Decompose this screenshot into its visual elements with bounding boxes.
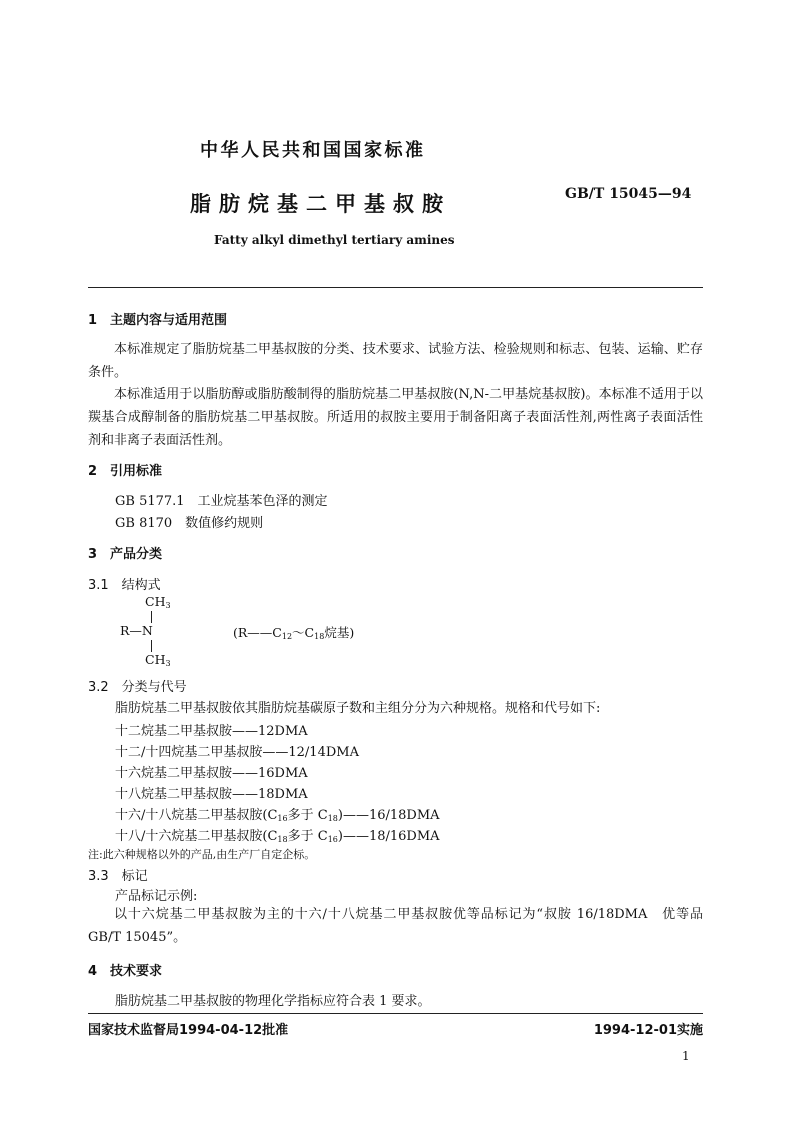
marking-example: 以十六烷基二甲基叔胺为主的十六/十八烷基二甲基叔胺优等品标记为“叔胺 16/18DMA 优等品 GB/T 15045”。 <box>88 907 717 945</box>
page-number: 1 <box>682 1049 690 1063</box>
reference-item: GB 8170 数值修约规则 <box>115 516 264 531</box>
section-2-heading: 2 引用标准 <box>88 464 163 479</box>
classification-item: 十六烷基二甲基叔胺——16DMA <box>115 766 308 781</box>
header-rule <box>88 287 703 288</box>
classification-item: 十八烷基二甲基叔胺——18DMA <box>115 787 308 802</box>
classification-intro: 脂肪烷基二甲基叔胺依其脂肪烷基碳原子数和主组分分为六种规格。规格和代号如下: <box>115 701 601 716</box>
classification-item: 十六/十八烷基二甲基叔胺($C_{16}$多于 $C_{18})——16/18DMA$ <box>115 808 440 823</box>
section-1-paragraph-1: 本标准规定了脂肪烷基二甲基叔胺的分类、技术要求、试验方法、检验规则和标志、包装、运输、贮存条件。 <box>88 342 703 380</box>
structural-formula <box>115 594 415 674</box>
section-1-paragraph-2: 本标准适用于以脂肪醇或脂肪酸制得的脂肪烷基二甲基叔胺(N,N-二甲基烷基叔胺)。本标准不适用于以羰基合成醇制备的脂肪烷基二甲基叔胺。所适用的叔胺主要用于制备阳离子表面活性剂,两性离子表面活性剂和非离子表面活性剂。 <box>88 387 703 448</box>
subsection-3-2-heading: 3.2 分类与代号 <box>88 680 187 695</box>
approval-line: 国家技术监督局1994-04-12批准 <box>88 1023 289 1038</box>
subsection-3-3-heading: 3.3 标记 <box>88 869 148 884</box>
section-1-heading: 1 主题内容与适用范围 <box>88 313 228 328</box>
standard-number: GB/T 15045—94 <box>565 186 692 202</box>
reference-item: GB 5177.1 工业烷基苯色泽的测定 <box>115 494 328 509</box>
document-title: 脂肪烷基二甲基叔胺 <box>190 192 451 216</box>
implementation-line: 1994-12-01实施 <box>593 1023 703 1038</box>
classification-item: 十八/十六烷基二甲基叔胺($C_{18}$多于 $C_{16})——18/16DMA$ <box>115 829 440 844</box>
formula-bond-top <box>151 611 152 623</box>
issuing-authority: 中华人民共和国国家标准 <box>200 140 426 161</box>
formula-center: R—N <box>120 623 153 638</box>
classification-item: 十二/十四烷基二甲基叔胺——12/14DMA <box>115 745 359 760</box>
footer-rule <box>88 1013 703 1014</box>
subsection-3-1-heading: 3.1 结构式 <box>88 578 161 593</box>
formula-note: ($R——C_{12}\sim C_{18}$烷基) <box>233 625 355 641</box>
marking-example-label: 产品标记示例: <box>115 889 198 904</box>
formula-bond-bottom <box>151 640 152 652</box>
english-title: Fatty alkyl dimethyl tertiary amines <box>214 233 455 247</box>
classification-note: 注:此六种规格以外的产品,由生产厂自定企标。 <box>88 848 316 861</box>
formula-top-group: $CH_3$ <box>145 594 171 610</box>
section-3-heading: 3 产品分类 <box>88 547 163 562</box>
section-4-paragraph: 脂肪烷基二甲基叔胺的物理化学指标应符合表 1 要求。 <box>115 994 431 1009</box>
classification-item: 十二烷基二甲基叔胺——12DMA <box>115 724 308 739</box>
formula-bottom-group: $CH_3$ <box>145 652 171 668</box>
section-4-heading: 4 技术要求 <box>88 964 163 979</box>
